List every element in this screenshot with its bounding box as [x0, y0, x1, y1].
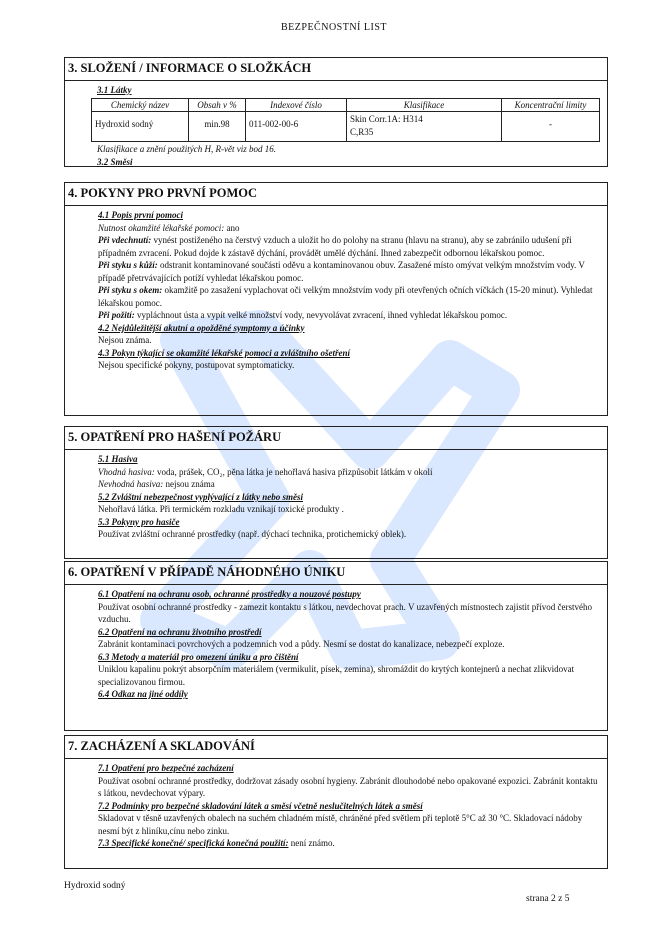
subsection-3-2: 3.2 Směsi — [97, 156, 133, 167]
unsuitable-media-text: nejsou známa — [163, 479, 215, 489]
skin-label: Při styku s kůží: — [98, 260, 158, 270]
section-4 — [64, 182, 608, 416]
subsection-7-1: 7.1 Opatření pro bezpečné zacházení — [98, 763, 234, 773]
footer-page-number: strana 2 z 5 — [526, 894, 570, 904]
table-header-row — [92, 98, 600, 112]
ingestion-label: Při požití: — [98, 310, 135, 320]
cell-index: 011-002-00-6 — [246, 112, 347, 142]
subsection-6-3: 6.3 Metody a materiál pro omezení úniku a pro čištění — [98, 651, 299, 662]
subsection-7-3: 7.3 Specifické konečné/ specifická konečná použití: — [98, 838, 289, 848]
col-content: Obsah v % — [189, 98, 246, 112]
subsection-6-2-text: Zabránit kontaminaci povrchových a podzemních vod a půdy. Nesmí se dostat do kanalizace, nebezpečí exploze. — [98, 639, 505, 649]
classification-h: Skin Corr.1A: H314 — [350, 114, 423, 124]
subsection-6-1: 6.1 Opatření na ochranu osob, ochranné prostředky a nouzové postupy — [98, 589, 361, 599]
section-7 — [64, 735, 608, 869]
subsection-4-2-text: Nejsou známa. — [98, 335, 152, 345]
section-3 — [64, 57, 608, 167]
inhalation-text: vynést postiženého na čerstvý vzduch a uložit ho do polohy na stranu (hlavu na stranu), aby se zabránilo udušení při případném zvracení. Pokud dojde k zástavě dýchání, provádět umělé dýchání. Ihned zabezpečit odbornou lékařskou pomoc. — [98, 235, 572, 258]
cell-limits: - — [502, 112, 600, 142]
medical-need-value: ano — [224, 222, 240, 233]
section-4-title: 4. POKYNY PRO PRVNÍ POMOC — [65, 183, 607, 206]
eye-text: okamžitě po zasažení vyplachovat oči velkým množstvím vody při otevřených očních víčkách (15-20 minut). Vyhledat lékařskou pomoc. — [98, 285, 593, 308]
section-5-title: 5. OPATŘENÍ PRO HAŠENÍ POŽÁRU — [65, 427, 607, 450]
section-7-title: 7. ZACHÁZENÍ A SKLADOVÁNÍ — [65, 736, 607, 759]
subsection-6-2: 6.2 Opatření na ochranu životního prostředí — [98, 626, 262, 637]
ingestion-text: vypláchnout ústa a vypít velké množství vody, nevyvolávat zvracení, ihned vyhledat lékařskou pomoc. — [134, 310, 508, 320]
inhalation-label: Při vdechnutí: — [98, 235, 152, 245]
subsection-6-4: 6.4 Odkaz na jiné oddíly — [98, 689, 188, 699]
subsection-4-1: 4.1 Popis první pomoci — [98, 210, 183, 220]
subsection-5-3-text: Používat zvláštní ochranné prostředky (např. dýchací technika, protichemický oblek). — [98, 529, 407, 539]
subsection-4-2: 4.2 Nejdůležitější akutní a opožděné symptomy a účinky — [98, 322, 305, 333]
subsection-7-2-text: Skladovat v těsně uzavřených obalech na suchém chladném místě, chráněné před světlem při teplotě 5°C až 30 °C. Skladovací nádoby nesmí být z hliníku,cínu nebo zinku. — [98, 813, 583, 836]
subsection-5-2-text: Nehořlavá látka. Při termickém rozkladu vznikají toxické produkty . — [98, 504, 344, 514]
col-chemical-name: Chemický název — [92, 98, 189, 112]
unsuitable-media-label: Nevhodná hasiva: — [98, 479, 164, 489]
medical-need-label: Nutnost okamžité lékařské pomoci: — [98, 222, 225, 233]
classification-r: C,R35 — [350, 126, 374, 137]
subsection-7-2: 7.2 Podmínky pro bezpečné skladování látek a směsí včetně neslučitelných látek a směsí — [98, 800, 423, 811]
col-index-number: Indexové číslo — [246, 98, 347, 112]
subsection-3-1: 3.1 Látky — [97, 85, 132, 95]
cell-name: Hydroxid sodný — [92, 112, 189, 142]
subsection-5-2: 5.2 Zvláštní nebezpečnost vyplývající z látky nebo směsi — [98, 491, 303, 502]
section-5 — [64, 426, 608, 559]
section-6-title: 6. OPATŘENÍ V PŘÍPADĚ NÁHODNÉHO ÚNIKU — [65, 562, 607, 585]
subsection-5-3: 5.3 Pokyny pro hasiče — [98, 516, 180, 527]
cell-classification — [347, 112, 502, 142]
cell-content: min.98 — [189, 112, 246, 142]
subsection-4-3-text: Nejsou specifické pokyny, postupovat symptomaticky. — [98, 360, 295, 370]
section-3-title: 3. SLOŽENÍ / INFORMACE O SLOŽKÁCH — [65, 58, 607, 81]
eye-label: Při styku s okem: — [98, 285, 163, 295]
subsection-6-3-text: Uniklou kapalinu pokrýt absorpčním materiálem (vermikulit, písek, zemina), shromáždit do krytých kontejnerů a nechat zlikvidovat specializovanou firmou. — [98, 664, 575, 687]
subsection-5-1: 5.1 Hasiva — [98, 454, 138, 464]
col-concentration-limits: Koncentrační limity — [502, 98, 600, 112]
subsection-7-1-text: Používat osobní ochranné prostředky, dodržovat zásady osobní hygieny. Zabránit dlouhodobé nebo opakované expozici. Zabránit kontaktu s látkou, nevdechovat výpary. — [98, 775, 598, 798]
skin-text: odstranit kontaminované součásti oděvu a kontaminovanou obuv. Zasažené místo omývat velkým množstvím vody. V případě přetrvávajících potíží vyhledat lékařskou pomoc. — [98, 260, 585, 283]
classification-note: Klasifikace a znění použitých H, R-vět viz bod 16. — [97, 144, 276, 154]
col-classification: Klasifikace — [347, 98, 502, 112]
subsection-7-3-text: není známo. — [288, 838, 335, 848]
footer-product-name: Hydroxid sodný — [64, 881, 126, 891]
section-6 — [64, 561, 608, 731]
document-header: BEZPEČNOSTNÍ LIST — [281, 22, 387, 33]
substance-table — [91, 98, 600, 143]
suitable-media-label: Vhodná hasiva: — [98, 466, 155, 477]
table-row — [92, 112, 600, 142]
suitable-media-text: voda, prášek, CO₂, pěna látka je nehořlavá hasiva přizpůsobit látkám v okolí — [154, 466, 433, 477]
subsection-4-3: 4.3 Pokyn týkající se okamžité lékařské pomoci a zvláštního ošetření — [98, 347, 350, 358]
subsection-6-1-text: Používat osobní ochranné prostředky - zamezit kontaktu s látkou, nevdechovat prach. V uzavřených místnostech zajistit přívod čerstvého vzduchu. — [98, 601, 593, 624]
